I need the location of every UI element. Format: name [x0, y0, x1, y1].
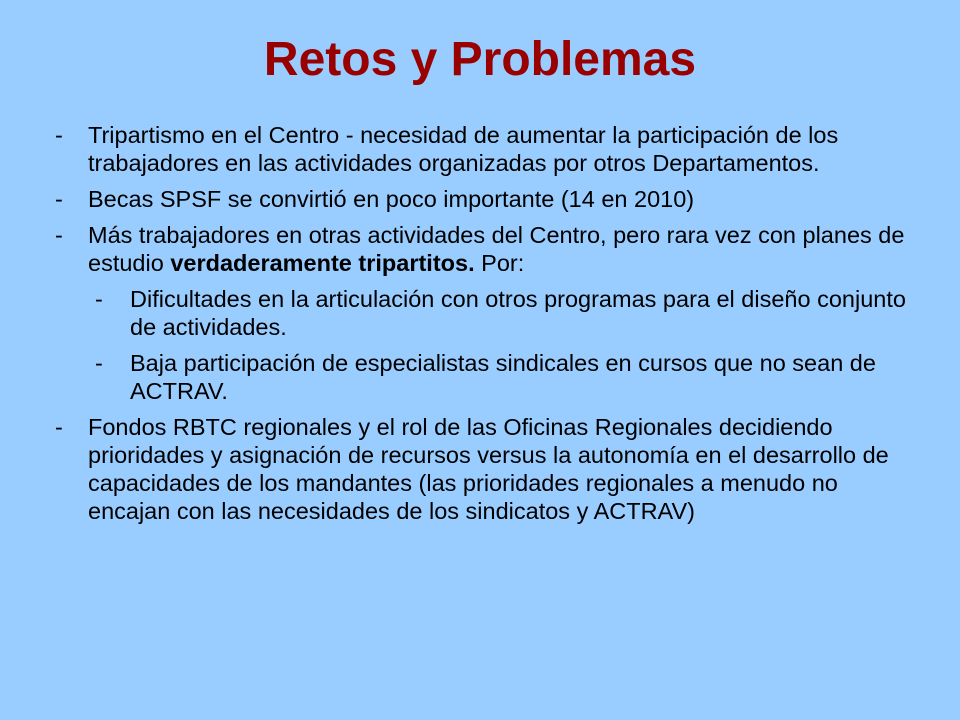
bullet-text-after: Por: [474, 250, 525, 276]
sub-bullet-item-dificultades [48, 285, 916, 341]
bullet-text-before: Más trabajadores en otras actividades del Centro, pero rara vez con planes de estudio [88, 222, 905, 276]
bullet-item-fondos [48, 413, 916, 525]
bullet-dash: - [55, 222, 63, 248]
bullet-text: Fondos RBTC regionales y el rol de las Oficinas Regionales decidiendo prioridades y asignación de recursos versus la autonomía en el desarrollo de capacidades de los mandantes (las prioridades regionales a menudo no encajan con las necesidades de los sindicatos y ACTRAV) [88, 414, 889, 524]
bullet-text: Tripartismo en el Centro - necesidad de aumentar la participación de los trabajadores en las actividades organizadas por otros Departamentos. [88, 122, 839, 176]
bullet-text-bold: verdaderamente tripartitos. [170, 250, 475, 276]
bullet-list [48, 121, 916, 533]
bullet-item-tripartismo [48, 121, 916, 177]
bullet-text: Baja participación de especialistas sindicales en cursos que no sean de ACTRAV. [130, 350, 876, 404]
bullet-dash: - [55, 414, 63, 440]
bullet-dash: - [55, 186, 63, 212]
bullet-text: Becas SPSF se convirtió en poco importante (14 en 2010) [88, 186, 695, 212]
bullet-text [88, 222, 904, 276]
bullet-dash: - [55, 122, 63, 148]
bullet-dash: - [95, 350, 103, 376]
bullet-item-becas [48, 185, 916, 213]
sub-bullet-item-baja-participacion [48, 349, 916, 405]
bullet-dash: - [95, 286, 103, 312]
slide-title: Retos y Problemas [263, 33, 697, 86]
bullet-item-mas-trabajadores [48, 221, 916, 277]
bullet-text: Dificultades en la articulación con otros programas para el diseño conjunto de actividades. [130, 286, 906, 340]
